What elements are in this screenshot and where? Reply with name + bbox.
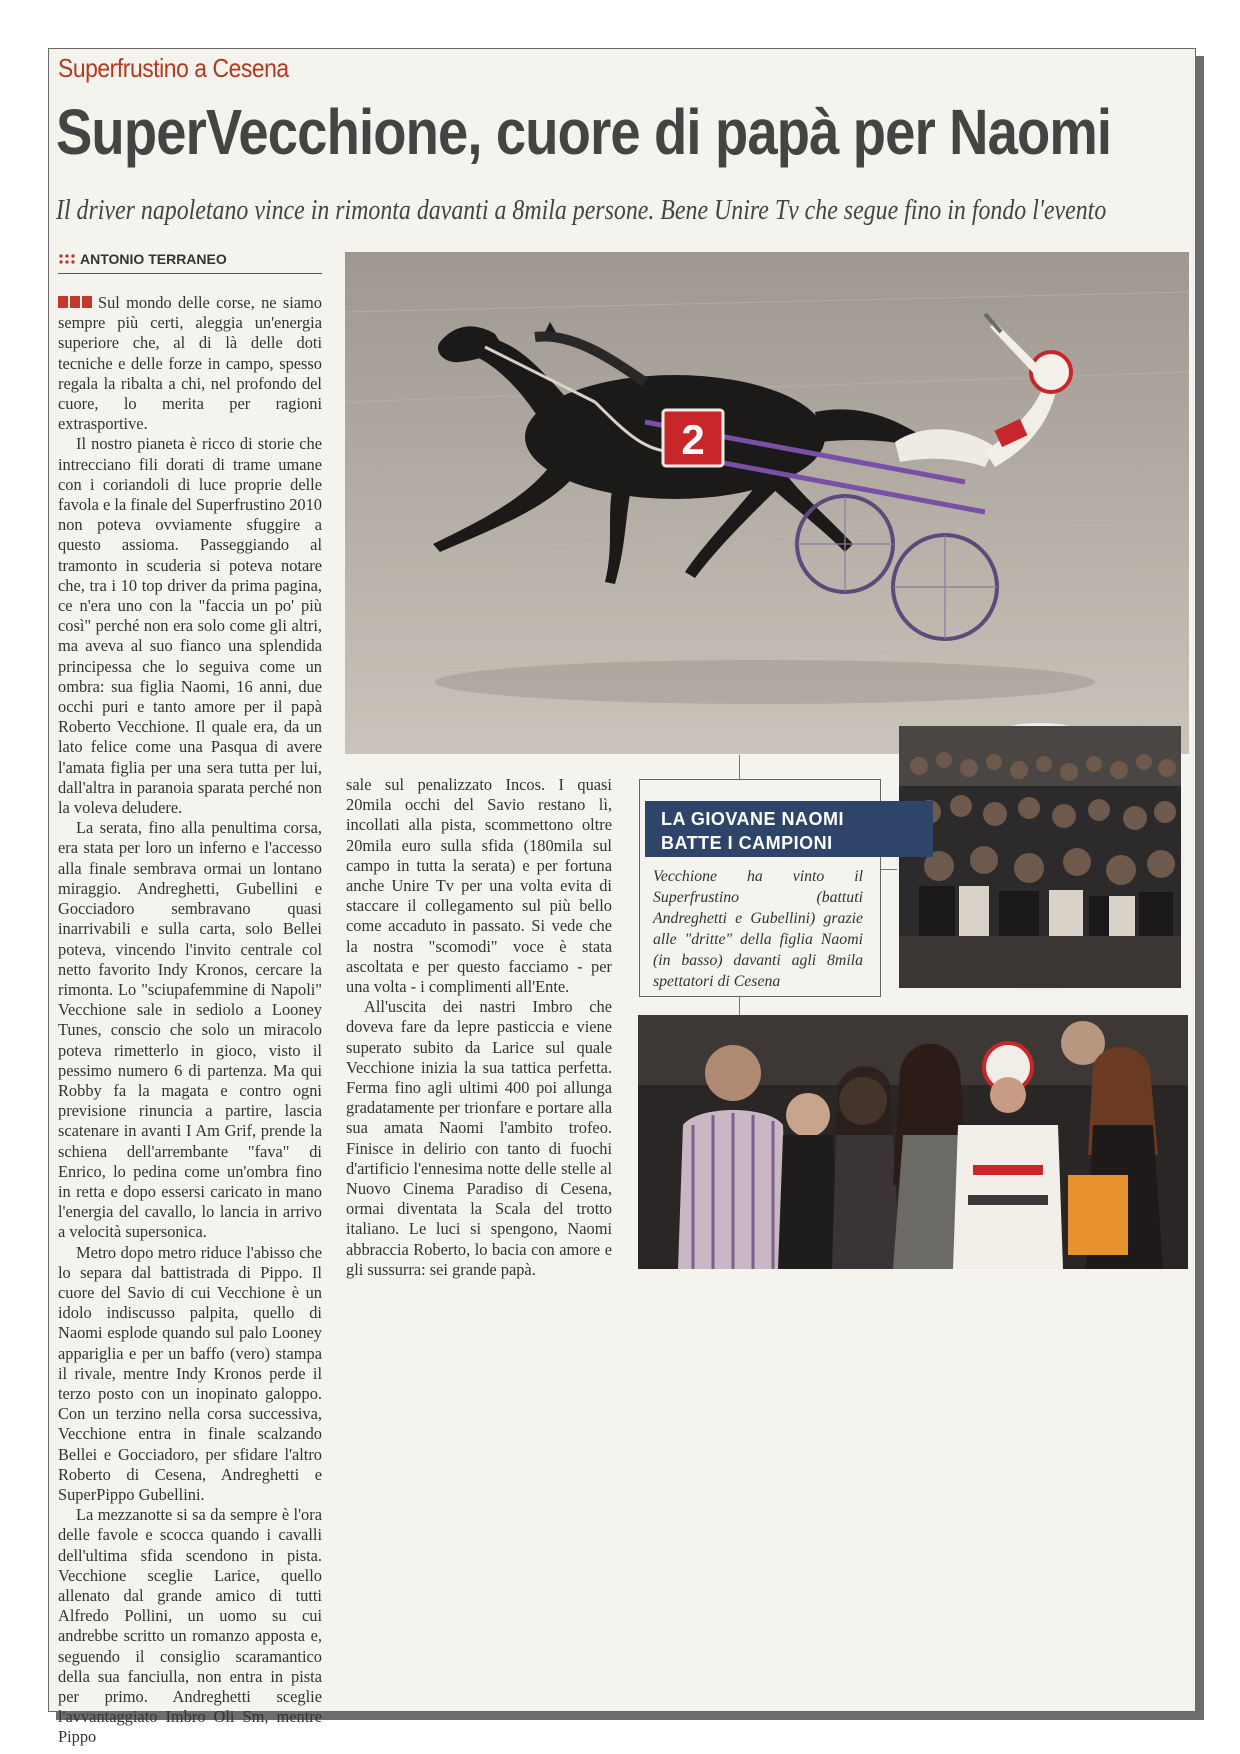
article-paragraph: Metro dopo metro riduce l'abisso che lo separa dal battistrada di Pippo. Il cuore del Savio di cui Vecchione è un idolo indiscusso palpita, quello di Naomi esplode quando sul palo Looney appariglia e per un baffo (vero) stampa il rivale, mentre Indy Kronos perde il terzo posto con un inopinato galoppo. Con un terzino nella corsa successiva, Vecchione entra in finale scalzando Bellei e Gocciadoro, per sfidare l'altro Roberto di Cesena, Andreghetti e SuperPippo Gubellini. xyxy=(58,1242,322,1504)
harness-race-illustration xyxy=(345,252,1189,754)
article-column-1 xyxy=(58,293,322,1748)
group-illustration xyxy=(638,1015,1188,1269)
byline-dots-icon xyxy=(58,253,76,265)
article-paragraph: Il nostro pianeta è ricco di storie che intrecciano fili dorati di trame umane con i coriandoli di luce proprie delle favola e la finale del Superfrustino 2010 non poteva ovviamente sfuggire a questo assioma. Passeggiando al tramonto in scuderia si poteva notare che, tra i 10 top driver da prima pagina, ce n'era uno con la "faccia un po' più così" perché non era solo come gli altri, ma aveva al suo fianco una splendida principessa che lo seguiva come un ombra: sua figlia Naomi, 16 anni, due occhi puri e tanto amore per il papà Roberto Vecchione. Il quale era, da un lato felice come una Pasqua di avere l'amata figlia per una sera tutta per lui, dall'altra in paranoia sparata perché non la voleva deludere. xyxy=(58,434,322,818)
group-photo xyxy=(638,1015,1188,1269)
caption-heading xyxy=(645,801,933,857)
caption-heading-line-1: LA GIOVANE NAOMI xyxy=(661,809,844,829)
article-column-2 xyxy=(346,775,612,1280)
harness-race-photo xyxy=(345,252,1189,754)
caption-connector-vertical xyxy=(739,755,740,779)
byline-author: ANTONIO TERRANEO xyxy=(80,251,227,267)
article-paragraph: All'uscita dei nastri Imbro che doveva fare da lepre pasticcia e viene superato subito da Larice sul quale Vecchione inizia la sua tattica perfetta. Ferma fino agli ultimi 400 poi allunga gradatamente per trionfare e portare alla sua amata Naomi l'ambito trofeo. Finisce in delirio con tanto di fuochi d'artificio l'ennesima notte delle stelle al Nuovo Cinema Paradiso di Cesena, ormai diventata la Scala del trotto italiano. Le luci si spengono, Naomi abbraccia Roberto, lo bacia con amore e gli sussurra: sei grande papà. xyxy=(346,997,612,1279)
caption-text: Vecchione ha vinto il Superfrustino (battuti Andreghetti e Gubellini) grazie alle "dritte" della figlia Naomi (in basso) davanti agli 8mila spettatori di Cesena xyxy=(653,868,863,990)
crowd-illustration xyxy=(899,726,1181,988)
headline: SuperVecchione, cuore di papà per Naomi xyxy=(56,96,1112,168)
lead-mark-icon xyxy=(58,296,92,308)
article-paragraph: sale sul penalizzato Incos. I quasi 20mila occhi del Savio restano lì, incollati alla pista, scommettono oltre 20mila euro sulla sfida (180mila sul campo in tutta la serata) e per fortuna anche Unire Tv per una volta evita di staccare il collegamento sul più bello come accaduto in passato. Si vede che la nostra "scomodi" voce è stata ascoltata e per questo facciamo - per una volta - i complimenti all'Ente. xyxy=(346,775,612,997)
byline xyxy=(58,251,322,274)
caption-connector-bottom xyxy=(739,995,740,1015)
article-paragraph: La mezzanotte si sa da sempre è l'ora delle favole e scocca quando i cavalli dell'ultima sfida scendono in pista. Vecchione sceglie Larice, quello allenato dal grande amico di tutti Alfredo Pollini, un uomo su cui andrebbe scritto un romanzo apposta e, seguendo il consiglio scaramantico della sua fanciulla, non entra in pista per primo. Andreghetti sceglie l'avvantaggiato Imbro Oli Sm, mentre Pippo xyxy=(58,1505,322,1747)
kicker: Superfrustino a Cesena xyxy=(58,53,289,83)
newspaper-page xyxy=(48,48,1196,1747)
article-paragraph: Sul mondo delle corse, ne siamo sempre più certi, aleggia un'energia superiore che, al di là delle doti tecniche e delle forze in campo, spesso regala la ribalta a chi, nel profondo del cuore, lo merita per ragioni extrasportive. xyxy=(58,293,322,434)
subheadline: Il driver napoletano vince in rimonta davanti a 8mila persone. Bene Unire Tv che segue fino in fondo l'evento xyxy=(56,195,1107,226)
caption-connector-horizontal xyxy=(879,869,897,870)
crowd-photo xyxy=(896,723,1184,991)
article-paragraph: La serata, fino alla penultima corsa, era stata per loro un inferno e l'accesso alla finale sembrava ormai un lontano miraggio. Andreghetti, Gubellini e Gocciadoro sembravano quasi inarrivabili e sulla carta, solo Bellei poteva, vincendo l'invito centrale col netto favorito Indy Kronos, cercare la rimonta. Lo "sciupafemmine di Napoli" Vecchione sale in sediolo a Looney Tunes, conscio che solo un miracolo poteva rimetterlo in gioco, visto il pessimo numero 6 di partenza. Ma qui Robby fa la magata e contro ogni previsione rinuncia a partire, lascia scatenare in avanti I Am Grif, prende la schiena dell'arrembante "fava" di Enrico, lo pedina come un'ombra fino in retta e dopo essersi caricato in mano l'energia del cavallo, lo lancia in arrivo a velocità supersonica. xyxy=(58,818,322,1242)
caption-heading-line-2: BATTE I CAMPIONI xyxy=(661,833,833,853)
saddle-number: 2 xyxy=(681,416,705,463)
